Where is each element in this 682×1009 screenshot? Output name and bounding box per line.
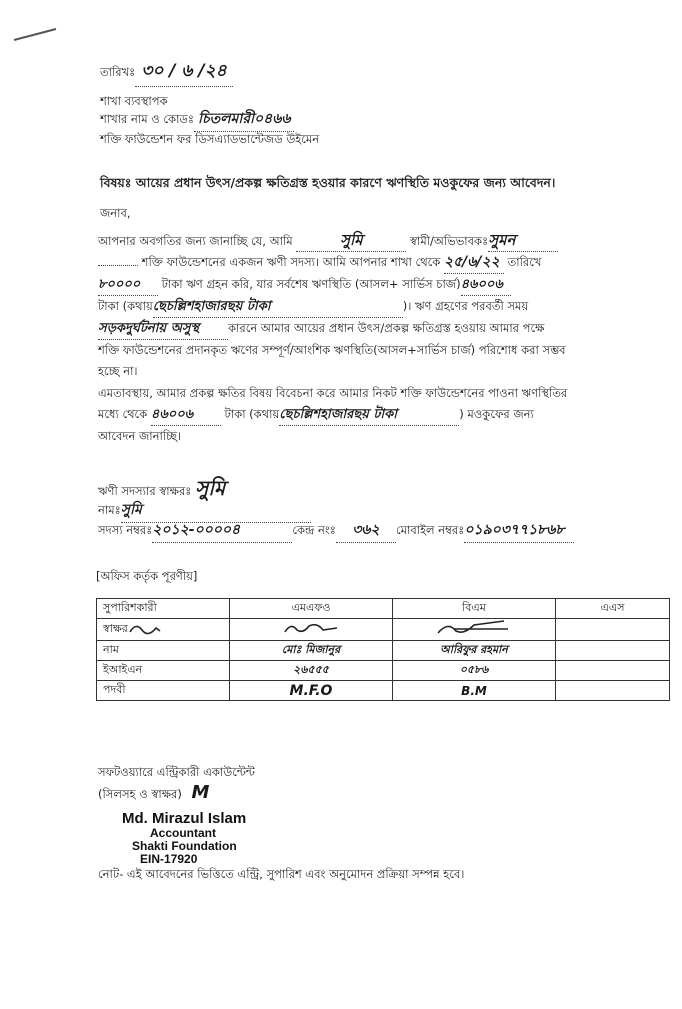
body1-text-4: তারিখে bbox=[507, 255, 542, 269]
member-name-label: নামঃ bbox=[98, 503, 121, 517]
salutation: জনাব, bbox=[100, 206, 131, 220]
body-paragraph-1 bbox=[98, 230, 676, 382]
date-line bbox=[100, 58, 233, 87]
footer-note: নোট- এই আবেদনের ভিত্তিতে এন্ট্রি, সুপারিশ এবং অনুমোদন প্রক্রিয়া সম্পন্ন হবে। bbox=[98, 867, 465, 881]
col-mfo: এমএফও bbox=[230, 599, 393, 619]
signature-icon bbox=[434, 619, 514, 637]
member-number-line bbox=[98, 518, 574, 543]
branch-label: শাখার নাম ও কোডঃ bbox=[100, 112, 195, 126]
member-number-value: ২০১২-০০০০৪ bbox=[152, 518, 292, 543]
body2-text-3: টাকা (কথায় bbox=[224, 407, 280, 421]
balance-words-field: ছেচল্লিশহাজারছয় টাকা bbox=[153, 296, 403, 318]
member-number-label: সদস্য নম্বরঃ bbox=[98, 523, 153, 537]
mfo-name: মোঃ মিজানুর bbox=[230, 641, 393, 661]
col-bm: বিএম bbox=[393, 599, 556, 619]
mfo-ein: ২৬৫৫৫ bbox=[230, 661, 393, 681]
member-name-field: সুমি bbox=[296, 230, 406, 252]
bm-ein: ০৫৮৬ bbox=[393, 661, 556, 681]
reason-field: সড়কদুর্ঘটনায় অসুস্থ bbox=[98, 318, 228, 340]
body2-text-4: ) মওকুফের জন্য bbox=[459, 407, 534, 421]
organization-name: শক্তি ফাউন্ডেশন ফর ডিসএ্যাডভান্টেজড উইমেন bbox=[100, 132, 320, 146]
table-row bbox=[97, 619, 670, 641]
mfo-designation: M.F.O bbox=[230, 681, 393, 701]
stamp-title: Accountant bbox=[150, 826, 216, 840]
body2-text-5: আবেদন জানাচ্ছি। bbox=[98, 429, 182, 443]
bm-signature bbox=[393, 619, 556, 641]
member-signature-label: ঋণী সদস্যার স্বাক্ষরঃ bbox=[98, 484, 192, 498]
accountant-sign-label: (সিলসহ ও স্বাক্ষর) bbox=[98, 787, 182, 801]
body1-text-3: শক্তি ফাউন্ডেশনের একজন ঋণী সদস্য। আমি আপনার শাখা থেকে bbox=[141, 255, 441, 269]
center-number-value: ৩৬২ bbox=[336, 518, 396, 543]
addressee-title: শাখা ব্যবস্থাপক bbox=[100, 94, 168, 108]
scribble-icon bbox=[128, 622, 162, 636]
as-ein bbox=[556, 661, 670, 681]
branch-line bbox=[100, 107, 294, 132]
body1-text-5: টাকা ঋণ গ্রহন করি, যার সর্বশেষ ঋণস্থিতি (আসল+ সার্ভিস চার্জ) bbox=[161, 277, 461, 291]
body1-text-6: টাকা (কথায় bbox=[98, 299, 153, 313]
office-heading: [অফিস কর্তৃক পূরণীয়] bbox=[96, 569, 198, 583]
table-row bbox=[97, 661, 670, 681]
pen-mark bbox=[12, 26, 58, 42]
row-label-designation: পদবী bbox=[97, 681, 230, 701]
table-header-row bbox=[97, 599, 670, 619]
branch-value: চিতলমারী০৪৬৬ bbox=[194, 107, 294, 132]
bm-name: আরিফুর রহমান bbox=[393, 641, 556, 661]
stamp-name: Md. Mirazul Islam bbox=[122, 810, 247, 827]
balance-field: ৪৬০০৬ bbox=[461, 274, 511, 296]
col-recommender: সুপারিশকারী bbox=[97, 599, 230, 619]
member-signature: সুমি bbox=[195, 476, 226, 500]
subject-line: বিষয়ঃ আয়ের প্রধান উৎস/প্রকল্প ক্ষতিগ্রস্ত হওয়ার কারণে ঋণস্থিতি মওকুফের জন্য আবেদন। bbox=[100, 175, 556, 190]
table-row bbox=[97, 681, 670, 701]
guardian-field: সুমন bbox=[488, 230, 558, 252]
date-label: তারিখঃ bbox=[100, 65, 136, 79]
table-row bbox=[97, 641, 670, 661]
row-label-name: নাম bbox=[97, 641, 230, 661]
accountant-stamp bbox=[122, 810, 246, 866]
body1-text-1: আপনার অবগতির জন্য জানাচ্ছি যে, আমি bbox=[98, 234, 293, 248]
body-paragraph-2 bbox=[98, 383, 676, 447]
col-as: এএস bbox=[556, 599, 670, 619]
bm-designation: B.M bbox=[393, 681, 556, 701]
body1-text-9: শক্তি ফাউন্ডেশনের প্রদানকৃত ঋণের সম্পূর্ণ/আংশিক ঋণস্থিতি(আসল+সার্ভিস চার্জ) পরিশোধ করা সম্ভব bbox=[98, 343, 566, 357]
as-name bbox=[556, 641, 670, 661]
body1-text-10: হচ্ছে না। bbox=[98, 364, 138, 378]
body2-text-2: মধ্যে থেকে bbox=[98, 407, 148, 421]
center-number-label: কেন্দ্র নংঃ bbox=[292, 523, 336, 537]
loan-amount-field: ৮০০০০ bbox=[98, 274, 158, 296]
as-designation bbox=[556, 681, 670, 701]
mobile-number-label: মোবাইল নম্বরঃ bbox=[395, 523, 465, 537]
office-table bbox=[96, 598, 670, 701]
row-label-signature: স্বাক্ষর bbox=[97, 619, 230, 641]
signature-icon bbox=[281, 620, 341, 636]
row-label-ein: ইআইএন bbox=[97, 661, 230, 681]
accountant-sign-line bbox=[98, 782, 209, 805]
accountant-signature: M bbox=[191, 782, 210, 803]
accountant-title: সফটওয়্যারে এন্ট্রিকারী একাউন্টেন্ট bbox=[98, 765, 255, 779]
loan-date-field: ২৫/৬/২২ bbox=[444, 252, 504, 274]
stamp-org: Shakti Foundation bbox=[132, 839, 237, 853]
mfo-signature bbox=[230, 619, 393, 641]
body1-text-2: স্বামী/অভিভাবকঃ bbox=[410, 234, 489, 248]
date-value: ৩০ / ৬ /২৪ bbox=[135, 58, 232, 87]
body2-text-1: এমতাবস্থায়, আমার প্রকল্প ক্ষতির বিষয় বিবেচনা করে আমার নিকট শক্তি ফাউন্ডেশনের পাওনা ঋণস্থিতির bbox=[98, 386, 568, 400]
body1-text-7: )। ঋণ গ্রহণের পরবর্তী সময় bbox=[402, 299, 529, 313]
as-signature bbox=[556, 619, 670, 641]
body1-text-8: কারনে আমার আয়ের প্রধান উৎস/প্রকল্প ক্ষতিগ্রস্ত হওয়ায় আমার পক্ষে bbox=[228, 321, 545, 335]
mobile-number-value: ০১৯০৩৭৭১৮৬৮ bbox=[464, 518, 574, 543]
waiver-amount-field: ৪৬০০৬ bbox=[151, 404, 221, 426]
waiver-words-field: ছেচল্লিশহাজারছয় টাকা bbox=[279, 404, 459, 426]
stamp-ein: EIN-17920 bbox=[140, 852, 198, 866]
member-name-value: সুমি bbox=[121, 498, 311, 523]
